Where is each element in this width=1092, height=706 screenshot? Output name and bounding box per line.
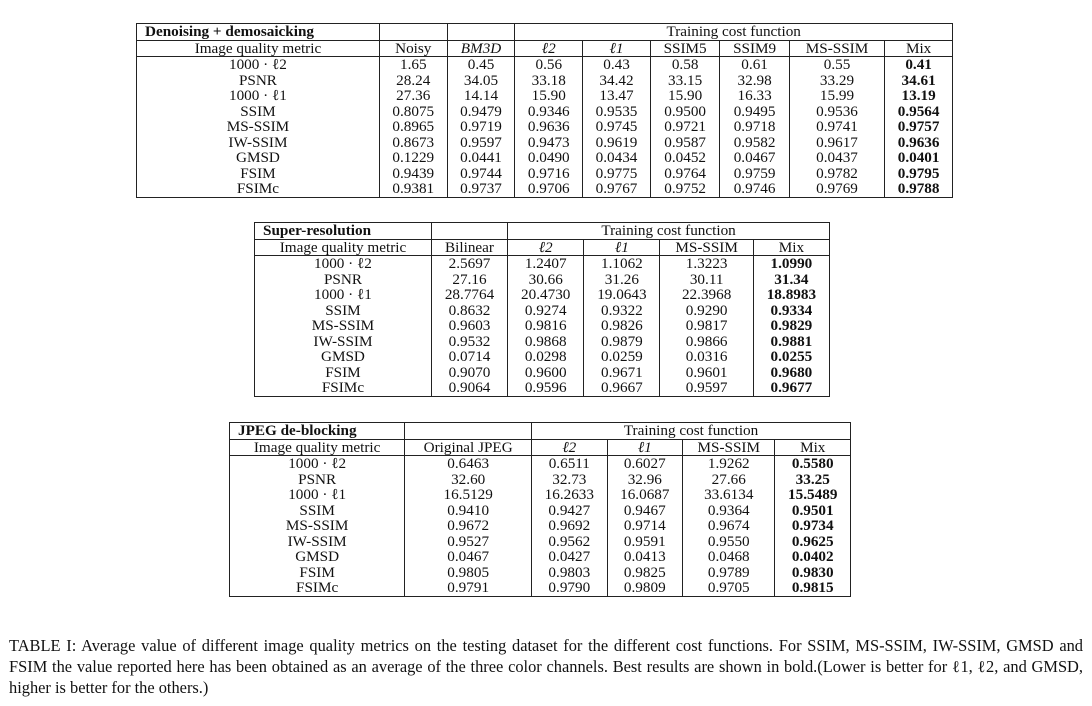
value-cell: 28.24 [379,73,447,89]
metric-header: Image quality metric [137,40,380,57]
value-cell: 0.9826 [584,318,660,334]
value-cell: 0.9467 [607,503,682,519]
metric-label: FSIM [255,365,432,381]
metric-label: FSIM [137,166,380,182]
value-cell: 15.90 [515,88,583,104]
value-cell: 0.9816 [508,318,584,334]
table-row [255,365,830,381]
value-cell: 0.0437 [789,150,884,166]
table-title: JPEG de-blocking [230,423,405,440]
mix-value-cell: 18.8983 [753,287,829,303]
value-cell: 0.9805 [405,565,532,581]
table-title: Super-resolution [255,223,432,240]
column-header: Mix [885,40,953,57]
value-cell: 32.96 [607,472,682,488]
value-cell: 27.66 [683,472,775,488]
value-cell: 0.9789 [683,565,775,581]
value-cell: 30.11 [660,272,753,288]
value-cell: 34.42 [583,73,651,89]
value-cell: 0.9716 [515,166,583,182]
column-header: ℓ1 [607,439,682,456]
metric-label: 1000 · ℓ2 [137,57,380,73]
mix-value-cell: 0.9734 [775,518,851,534]
table-row [230,565,851,581]
value-cell: 0.0298 [508,349,584,365]
value-cell: 0.0259 [584,349,660,365]
value-cell: 0.9790 [532,580,607,596]
metric-label: FSIMc [255,380,432,396]
value-cell: 33.29 [789,73,884,89]
mix-value-cell: 0.9815 [775,580,851,596]
value-cell: 0.9427 [532,503,607,519]
value-cell: 0.9596 [508,380,584,396]
value-cell: 0.43 [583,57,651,73]
column-header: MS-SSIM [683,439,775,456]
denoising-demosaicking-table [136,23,953,198]
value-cell: 0.9439 [379,166,447,182]
table-title: Denoising + demosaicking [137,24,380,41]
value-cell: 16.33 [720,88,789,104]
value-cell: 0.9597 [660,380,753,396]
value-cell: 0.9636 [515,119,583,135]
table-row [137,88,953,104]
value-cell: 0.9364 [683,503,775,519]
column-header: Mix [753,239,829,256]
header-blank [431,223,507,240]
table-row [255,349,830,365]
value-cell: 0.9603 [431,318,507,334]
table-body [255,256,830,397]
value-cell: 33.6134 [683,487,775,503]
value-cell: 0.9582 [720,135,789,151]
value-cell: 0.9764 [650,166,719,182]
table-row [255,380,830,396]
value-cell: 0.0468 [683,549,775,565]
value-cell: 0.9671 [584,365,660,381]
mix-value-cell: 0.9625 [775,534,851,550]
value-cell: 0.0441 [447,150,515,166]
mix-value-cell: 0.9788 [885,181,953,197]
metric-label: IW-SSIM [255,334,432,350]
value-cell: 0.9550 [683,534,775,550]
table-row [230,503,851,519]
value-cell: 0.9536 [789,104,884,120]
column-header: Original JPEG [405,439,532,456]
metric-header: Image quality metric [230,439,405,456]
table-row [255,287,830,303]
table-row [137,104,953,120]
value-cell: 0.0490 [515,150,583,166]
metric-label: FSIM [230,565,405,581]
table-row [255,318,830,334]
metric-label: MS-SSIM [230,518,405,534]
metric-label: GMSD [255,349,432,365]
value-cell: 0.8075 [379,104,447,120]
value-cell: 0.9410 [405,503,532,519]
value-cell: 0.9562 [532,534,607,550]
metric-label: GMSD [137,150,380,166]
value-cell: 2.5697 [431,256,507,272]
table-row [230,487,851,503]
table-row [230,580,851,596]
value-cell: 0.9803 [532,565,607,581]
value-cell: 0.9346 [515,104,583,120]
column-header: ℓ2 [508,239,584,256]
value-cell: 30.66 [508,272,584,288]
mix-value-cell: 0.9881 [753,334,829,350]
table-row [230,456,851,472]
value-cell: 16.5129 [405,487,532,503]
metric-label: PSNR [137,73,380,89]
value-cell: 0.9495 [720,104,789,120]
column-header: ℓ1 [583,40,651,57]
value-cell: 0.8632 [431,303,507,319]
mix-value-cell: 0.9636 [885,135,953,151]
value-cell: 0.9535 [583,104,651,120]
mix-value-cell: 0.9680 [753,365,829,381]
header-blank [405,423,532,440]
value-cell: 16.0687 [607,487,682,503]
value-cell: 0.9070 [431,365,507,381]
table-row [137,181,953,197]
value-cell: 0.9741 [789,119,884,135]
table-row [137,150,953,166]
value-cell: 0.0467 [405,549,532,565]
group-header: Training cost function [532,423,851,440]
value-cell: 0.9064 [431,380,507,396]
value-cell: 15.90 [650,88,719,104]
value-cell: 0.61 [720,57,789,73]
mix-value-cell: 0.9501 [775,503,851,519]
table-row [255,272,830,288]
metric-label: 1000 · ℓ1 [255,287,432,303]
value-cell: 0.9597 [447,135,515,151]
value-cell: 28.7764 [431,287,507,303]
mix-value-cell: 0.9564 [885,104,953,120]
value-cell: 0.55 [789,57,884,73]
table-row [137,73,953,89]
table-row [230,472,851,488]
mix-value-cell: 0.9829 [753,318,829,334]
value-cell: 33.15 [650,73,719,89]
value-cell: 0.9719 [447,119,515,135]
value-cell: 0.0452 [650,150,719,166]
value-cell: 0.9617 [789,135,884,151]
mix-value-cell: 0.9334 [753,303,829,319]
value-cell: 0.9791 [405,580,532,596]
mix-value-cell: 13.19 [885,88,953,104]
table-body [230,456,851,597]
group-header: Training cost function [508,223,830,240]
table-body [137,57,953,198]
value-cell: 0.9759 [720,166,789,182]
value-cell: 20.4730 [508,287,584,303]
super-resolution-table [254,222,830,397]
value-cell: 0.9769 [789,181,884,197]
column-header: ℓ2 [532,439,607,456]
mix-value-cell: 0.9677 [753,380,829,396]
value-cell: 1.65 [379,57,447,73]
value-cell: 0.9527 [405,534,532,550]
value-cell: 0.8965 [379,119,447,135]
column-header: Bilinear [431,239,507,256]
value-cell: 13.47 [583,88,651,104]
value-cell: 0.0467 [720,150,789,166]
table-row [255,303,830,319]
mix-value-cell: 31.34 [753,272,829,288]
metric-label: MS-SSIM [137,119,380,135]
value-cell: 0.0427 [532,549,607,565]
metric-label: FSIMc [137,181,380,197]
metric-label: 1000 · ℓ2 [255,256,432,272]
column-header: MS-SSIM [660,239,753,256]
value-cell: 0.9809 [607,580,682,596]
value-cell: 0.9500 [650,104,719,120]
value-cell: 0.9718 [720,119,789,135]
metric-label: GMSD [230,549,405,565]
metric-label: 1000 · ℓ2 [230,456,405,472]
value-cell: 0.9322 [584,303,660,319]
metric-label: IW-SSIM [137,135,380,151]
mix-value-cell: 34.61 [885,73,953,89]
value-cell: 0.9775 [583,166,651,182]
metric-label: PSNR [255,272,432,288]
value-cell: 19.0643 [584,287,660,303]
column-header: SSIM5 [650,40,719,57]
metric-label: SSIM [137,104,380,120]
column-header: ℓ1 [584,239,660,256]
metric-label: FSIMc [230,580,405,596]
value-cell: 0.9600 [508,365,584,381]
value-cell: 0.9672 [405,518,532,534]
value-cell: 32.73 [532,472,607,488]
value-cell: 0.9381 [379,181,447,197]
value-cell: 27.36 [379,88,447,104]
value-cell: 32.60 [405,472,532,488]
value-cell: 33.18 [515,73,583,89]
value-cell: 0.9479 [447,104,515,120]
column-header: SSIM9 [720,40,789,57]
metric-label: SSIM [230,503,405,519]
table-row [255,334,830,350]
value-cell: 0.9290 [660,303,753,319]
value-cell: 1.1062 [584,256,660,272]
mix-value-cell: 0.5580 [775,456,851,472]
header-blank [447,24,515,41]
value-cell: 0.56 [515,57,583,73]
column-header: Noisy [379,40,447,57]
table-row [137,119,953,135]
mix-value-cell: 0.0255 [753,349,829,365]
value-cell: 0.9692 [532,518,607,534]
value-cell: 1.3223 [660,256,753,272]
value-cell: 0.9866 [660,334,753,350]
value-cell: 15.99 [789,88,884,104]
metric-label: SSIM [255,303,432,319]
value-cell: 0.9744 [447,166,515,182]
value-cell: 0.9737 [447,181,515,197]
value-cell: 0.8673 [379,135,447,151]
mix-value-cell: 0.41 [885,57,953,73]
value-cell: 14.14 [447,88,515,104]
value-cell: 0.9879 [584,334,660,350]
table-row [137,57,953,73]
metric-label: IW-SSIM [230,534,405,550]
value-cell: 0.9591 [607,534,682,550]
value-cell: 16.2633 [532,487,607,503]
value-cell: 0.9825 [607,565,682,581]
column-header: MS-SSIM [789,40,884,57]
value-cell: 0.58 [650,57,719,73]
value-cell: 0.0413 [607,549,682,565]
group-header: Training cost function [515,24,953,41]
value-cell: 0.9817 [660,318,753,334]
value-cell: 0.9745 [583,119,651,135]
value-cell: 0.9601 [660,365,753,381]
value-cell: 0.9473 [515,135,583,151]
header-blank [379,24,447,41]
table-caption: TABLE I: Average value of different image quality metrics on the testing dataset for the different cost functions. For SSIM, MS-SSIM, IW-SSIM, GMSD and FSIM the value reported here has been obtained as an average of the three color channels. Best results are shown in bold.(Lower is better for ℓ1, ℓ2, and GMSD, higher is better for the others.) [9,636,1083,697]
value-cell: 0.45 [447,57,515,73]
mix-value-cell: 0.9795 [885,166,953,182]
value-cell: 0.9619 [583,135,651,151]
metric-label: 1000 · ℓ1 [230,487,405,503]
value-cell: 0.9587 [650,135,719,151]
value-cell: 0.9746 [720,181,789,197]
table-row [255,256,830,272]
table-row [230,518,851,534]
table-row [230,549,851,565]
mix-value-cell: 33.25 [775,472,851,488]
value-cell: 22.3968 [660,287,753,303]
value-cell: 0.6027 [607,456,682,472]
mix-value-cell: 0.0402 [775,549,851,565]
value-cell: 1.2407 [508,256,584,272]
jpeg-deblocking-table [229,422,851,597]
value-cell: 0.9782 [789,166,884,182]
value-cell: 0.9532 [431,334,507,350]
value-cell: 0.1229 [379,150,447,166]
value-cell: 32.98 [720,73,789,89]
value-cell: 0.9274 [508,303,584,319]
value-cell: 34.05 [447,73,515,89]
table-row [137,135,953,151]
metric-label: 1000 · ℓ1 [137,88,380,104]
value-cell: 27.16 [431,272,507,288]
value-cell: 0.9752 [650,181,719,197]
column-header: BM3D [447,40,515,57]
metric-label: PSNR [230,472,405,488]
column-header: ℓ2 [515,40,583,57]
metric-header: Image quality metric [255,239,432,256]
value-cell: 0.9706 [515,181,583,197]
table-row [230,534,851,550]
value-cell: 0.0714 [431,349,507,365]
mix-value-cell: 0.9830 [775,565,851,581]
mix-value-cell: 15.5489 [775,487,851,503]
mix-value-cell: 1.0990 [753,256,829,272]
value-cell: 0.9705 [683,580,775,596]
value-cell: 0.9767 [583,181,651,197]
value-cell: 31.26 [584,272,660,288]
metric-label: MS-SSIM [255,318,432,334]
value-cell: 0.9868 [508,334,584,350]
value-cell: 0.9667 [584,380,660,396]
value-cell: 0.6511 [532,456,607,472]
mix-value-cell: 0.9757 [885,119,953,135]
value-cell: 0.6463 [405,456,532,472]
mix-value-cell: 0.0401 [885,150,953,166]
value-cell: 0.0316 [660,349,753,365]
value-cell: 0.0434 [583,150,651,166]
value-cell: 0.9674 [683,518,775,534]
table-row [137,166,953,182]
value-cell: 1.9262 [683,456,775,472]
column-header: Mix [775,439,851,456]
value-cell: 0.9721 [650,119,719,135]
value-cell: 0.9714 [607,518,682,534]
